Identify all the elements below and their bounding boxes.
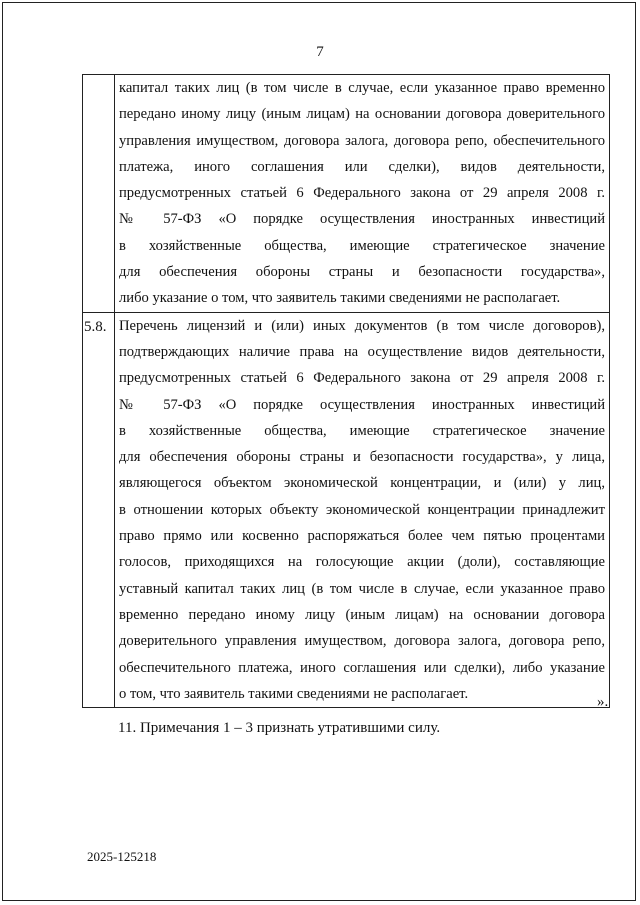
text-line: либо указание о том, что заявитель такими сведениями не располагает. xyxy=(119,290,561,307)
row-text-cell xyxy=(115,75,610,313)
row-number xyxy=(83,75,114,76)
text-line: о том, что заявитель такими сведениями не располагает. xyxy=(119,685,469,702)
text-line: подтверждающих наличие права на осуществление видов деятельности, xyxy=(119,343,605,360)
row-number-cell xyxy=(83,312,115,707)
text-line: передано иному лицу (иным лицам) на основании договора доверительного xyxy=(119,106,605,123)
table-row xyxy=(83,75,610,313)
text-line: № 57-ФЗ «О порядке осуществления иностранных инвестиций xyxy=(119,396,605,413)
text-line: предусмотренных статьей 6 Федерального закона от 29 апреля 2008 г. xyxy=(119,185,605,202)
text-line: для обеспечения обороны страны и безопасности государства», xyxy=(119,264,605,281)
text-line: право прямо или косвенно распоряжаться более чем пятью процентами xyxy=(119,528,605,545)
text-line: доверительного управления имуществом, договора залога, договора репо, xyxy=(119,633,605,650)
table-row xyxy=(83,312,610,707)
text-line: для обеспечения обороны страны и безопасности государства», у лица, xyxy=(119,449,605,466)
text-line: обеспечительного платежа, иного соглашения или сделки), либо указание xyxy=(119,659,605,676)
text-line: управления имуществом, договора залога, договора репо, обеспечительного xyxy=(119,132,605,149)
text-line: платежа, иного соглашения или сделки), видов деятельности, xyxy=(119,158,605,175)
text-line: уставный капитал таких лиц (в том числе в случае, если указанное право xyxy=(119,580,605,597)
text-line: в отношении которых объекту экономической концентрации принадлежит xyxy=(119,501,605,518)
text-line: капитал таких лиц (в том числе в случае, если указанное право временно xyxy=(119,80,605,96)
document-code: 2025-125218 xyxy=(87,849,157,864)
row-number: 5.8. xyxy=(84,318,107,335)
text-line: голосов, приходящихся на голосующие акции (доли), составляющие xyxy=(119,554,605,571)
text-line: № 57-ФЗ «О порядке осуществления иностранных инвестиций xyxy=(119,211,605,228)
legal-table xyxy=(82,74,610,708)
text-line: временно передано иному лицу (иным лицам) на основании договора xyxy=(119,606,605,623)
text-line: являющегося объектом экономической концентрации, и (или) у лиц, xyxy=(119,475,605,492)
paragraph-11: 11. Примечания 1 – 3 признать утратившими силу. xyxy=(118,720,441,736)
text-line: предусмотренных статьей 6 Федерального закона от 29 апреля 2008 г. xyxy=(119,370,605,387)
text-line: в хозяйственные общества, имеющие стратегическое значение xyxy=(119,422,605,439)
text-line: Перечень лицензий и (или) иных документов (в том числе договоров), xyxy=(119,317,605,334)
row-text-cell xyxy=(115,312,610,707)
text-line: в хозяйственные общества, имеющие стратегическое значение xyxy=(119,237,605,254)
row-number-cell xyxy=(83,75,115,313)
closing-quote: ». xyxy=(597,694,609,710)
page-number: 7 xyxy=(316,44,324,60)
